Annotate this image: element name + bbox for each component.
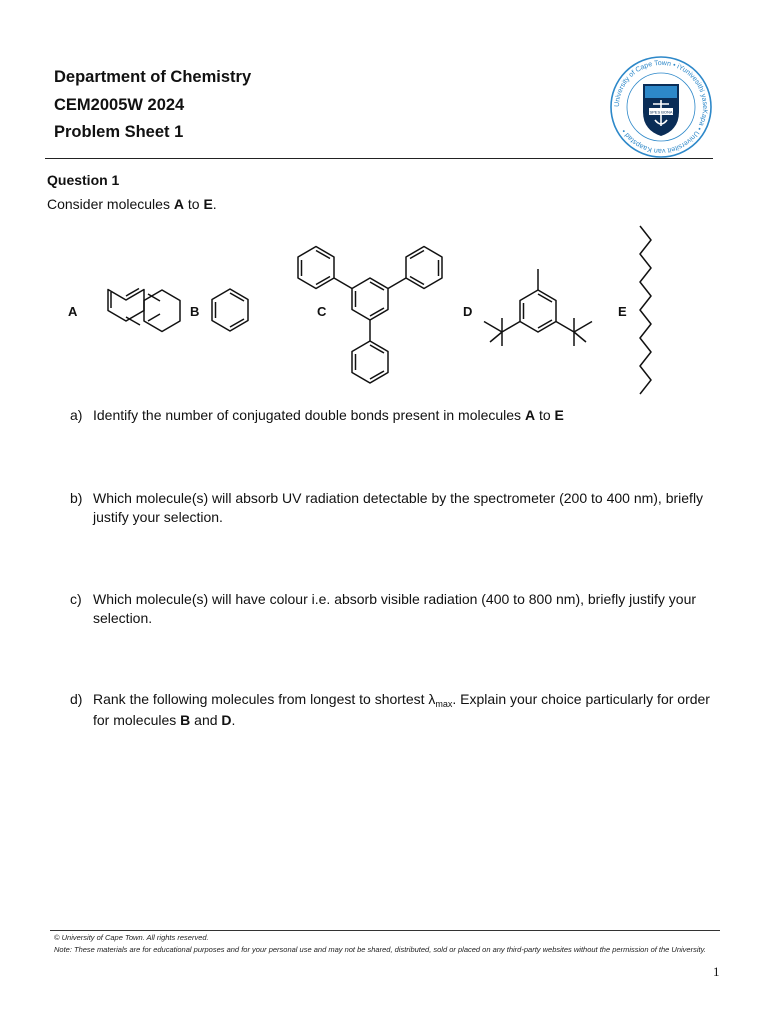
footer-divider bbox=[50, 930, 720, 931]
part-marker: c) bbox=[70, 591, 82, 607]
part-marker: d) bbox=[70, 691, 83, 707]
seal-ring-text: University of Cape Town • iYunivesithi yaseKapa • Universiteit van Kaapstad • bbox=[613, 59, 709, 155]
molecule-label-b: B bbox=[190, 304, 200, 319]
question-part-a: a) Identify the number of conjugated double bonds present in molecules A to E bbox=[70, 407, 564, 423]
department-title: Department of Chemistry bbox=[54, 68, 252, 86]
question-part-b: b) Which molecule(s) will absorb UV radiation detectable by the spectrometer (200 to 400 nm), briefly justify your selection. bbox=[70, 490, 704, 525]
page-number: 1 bbox=[713, 964, 720, 979]
university-seal-logo bbox=[603, 54, 719, 160]
molecule-label-e: E bbox=[618, 304, 627, 319]
molecule-e-alkane-chain bbox=[640, 226, 651, 394]
molecules-figure bbox=[40, 222, 740, 397]
header-divider bbox=[45, 158, 713, 159]
molecule-b-benzene bbox=[212, 289, 248, 331]
molecule-a-naphthalene bbox=[108, 289, 180, 332]
part-marker: b) bbox=[70, 490, 83, 506]
question-intro: Consider molecules A to E. bbox=[47, 196, 217, 212]
question-part-c: c) Which molecule(s) will have colour i.e. absorb visible radiation (400 to 800 nm), briefly justify your selection. bbox=[70, 591, 697, 626]
molecule-label-c: C bbox=[317, 304, 327, 319]
footer-note: Note: These materials are for educational purposes and for your personal use and may not be shared, distributed, sold or placed on any third-party websites without the permission of the University. bbox=[54, 945, 706, 954]
sheet-title: Problem Sheet 1 bbox=[54, 123, 184, 141]
molecule-d-di-tert-butyl-toluene bbox=[484, 269, 592, 346]
part-marker: a) bbox=[70, 407, 83, 423]
question-part-d: d) Rank the following molecules from longest to shortest $\lambda_{max}$. Explain your choice particularly for order for molecules B and D. bbox=[70, 691, 710, 728]
molecule-label-a: A bbox=[68, 304, 78, 319]
molecule-label-d: D bbox=[463, 304, 473, 319]
seal-banner: SPES BONA bbox=[649, 109, 673, 115]
course-code: CEM2005W 2024 bbox=[54, 96, 185, 114]
question-title: Question 1 bbox=[47, 172, 120, 188]
footer-copyright: © University of Cape Town. All rights reserved. bbox=[54, 933, 209, 942]
